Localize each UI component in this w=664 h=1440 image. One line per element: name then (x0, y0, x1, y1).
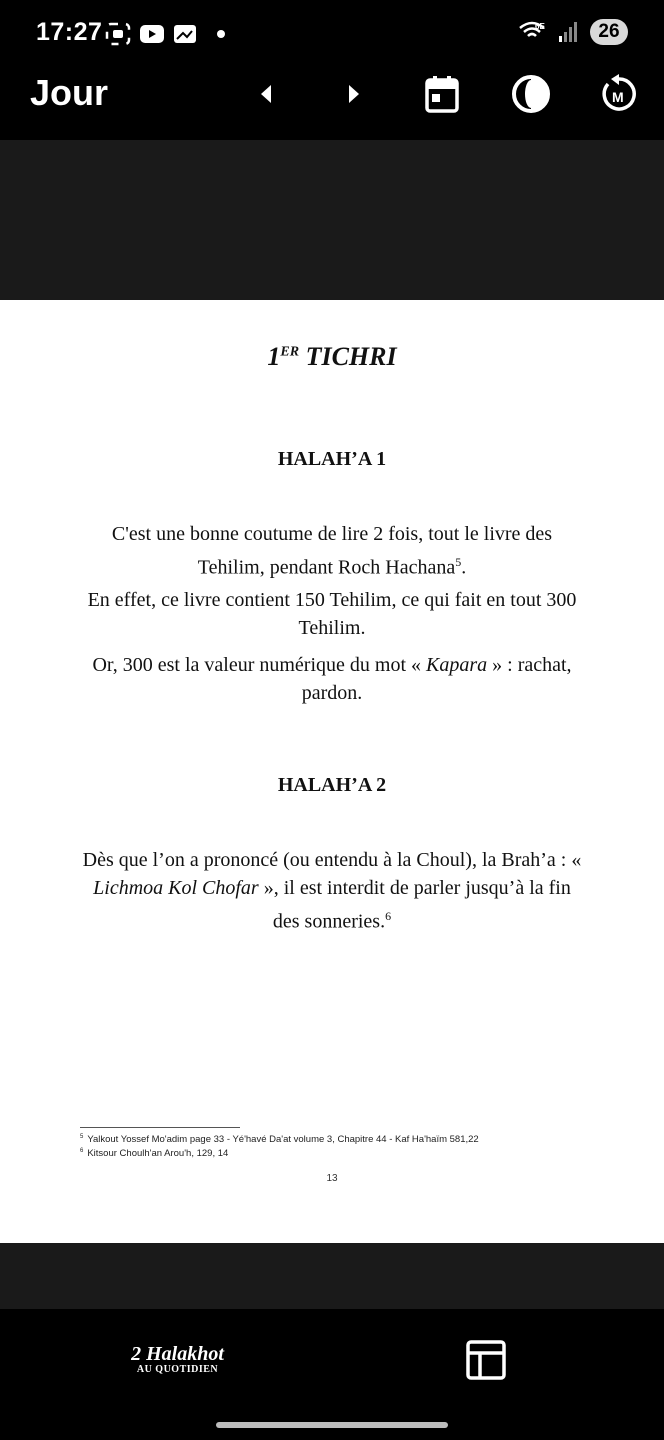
notification-dot (217, 30, 225, 38)
calendar-button[interactable] (420, 72, 464, 116)
youtube-icon (139, 22, 165, 46)
halakha-2-heading: HALAH’A 2 (277, 774, 387, 796)
battery-indicator: 26 (590, 19, 628, 45)
svg-text:6E: 6E (535, 22, 545, 31)
logo-line-1: 2 Halakhot (131, 1343, 224, 1365)
halakha-2-paragraph-1: Dès que l’on a prononcé (ou entendu à la Choul), la Brah’a : « Lichmoa Kol Chofar », il est interdit de parler jusqu’à la fin des sonneries.$^6$ (82, 849, 582, 933)
logo-line-2: AU QUOTIDIEN (136, 1364, 219, 1375)
contrast-icon (511, 74, 551, 114)
next-button[interactable] (332, 72, 376, 116)
document-page[interactable] (0, 300, 664, 1243)
page-title: 1ER TICHRI (267, 342, 397, 371)
halakha-1-paragraph-3: Or, 300 est la valeur numérique du mot « Kapara » : rachat, pardon. (92, 654, 572, 704)
previous-button[interactable] (244, 72, 288, 116)
status-time: 17:27 (36, 18, 103, 46)
footnote-6: $^6$ Kitsour Choulh'an Arou'h, 129, 14 (80, 1148, 229, 1160)
next-arrow-icon (344, 82, 364, 106)
wifi-icon (518, 20, 548, 44)
history-icon (600, 74, 638, 114)
previous-arrow-icon (256, 82, 276, 106)
table-of-contents-icon (464, 1338, 508, 1382)
svg-text:M: M (612, 89, 624, 105)
home-indicator[interactable] (216, 1422, 448, 1428)
signal-icon (558, 21, 580, 43)
page-number: 13 (326, 1173, 338, 1184)
status-bar (0, 0, 664, 68)
screenshot-icon (105, 22, 131, 46)
table-of-contents-button[interactable] (464, 1338, 508, 1382)
history-button[interactable] (597, 72, 641, 116)
halakha-1-paragraph-1: C'est une bonne coutume de lire 2 fois, tout le livre des Tehilim, pendant Roch Hachana$^5$. (111, 523, 553, 579)
footnote-5: $^5$ Yalkout Yossef Mo'adim page 33 - Yé'havé Da'at volume 3, Chapitre 44 - Kaf Ha'haïm 581,22 (80, 1134, 479, 1146)
viewer-background-top (0, 140, 664, 300)
bottom-navigation (0, 1309, 664, 1440)
app-title: Jour (30, 72, 109, 113)
halakha-1-paragraph-2: En effet, ce livre contient 150 Tehilim, ce qui fait en tout 300 Tehilim. (87, 589, 577, 639)
viewer-background-bottom (0, 1243, 664, 1309)
gallery-icon (173, 22, 199, 46)
footnote-divider (80, 1127, 240, 1128)
contrast-button[interactable] (509, 72, 553, 116)
calendar-icon (424, 75, 460, 113)
app-logo[interactable] (120, 1344, 235, 1376)
halakha-1-heading: HALAH’A 1 (277, 448, 387, 470)
